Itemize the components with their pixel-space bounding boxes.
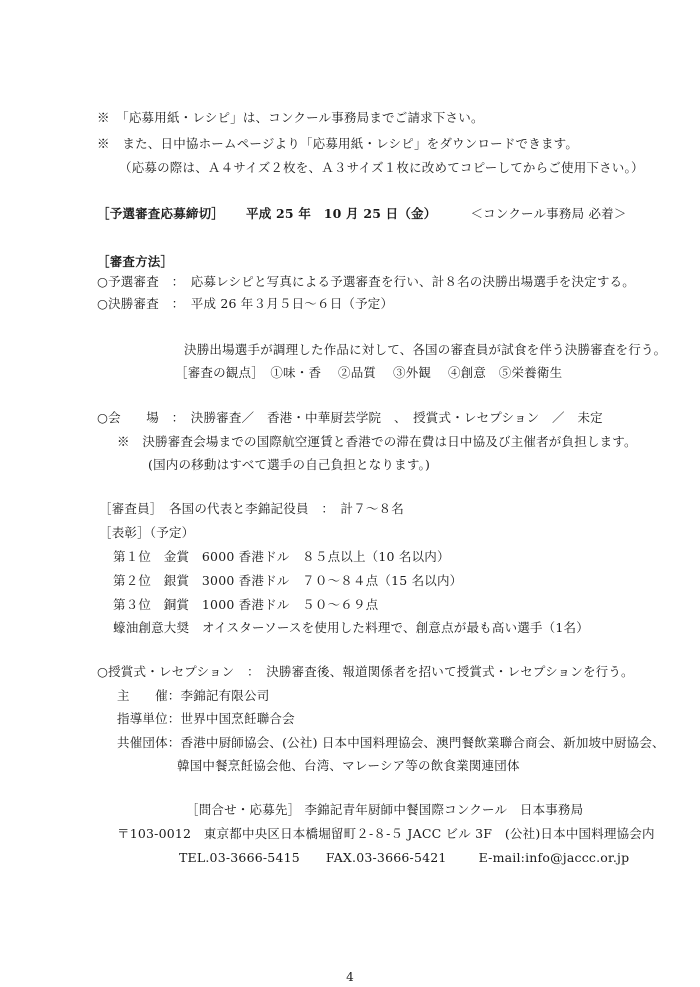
contact-heading: ［問合せ・応募先］ 李錦記青年厨師中餐国際コンクール 日本事務局 xyxy=(186,802,584,817)
contact-tel: TEL.03-3666-5415 xyxy=(179,850,300,865)
deadline-date: 平成 25 年 10 月 25 日（金） xyxy=(246,206,437,221)
review-criteria: ［審査の観点］ ①味・香 ②品質 ③外観 ④創意 ⑤栄養衛生 xyxy=(175,365,563,380)
contact-address: 〒103-0012 東京都中央区日本橋堀留町２‐８‐５ JACC ビル 3F (公社)日本中国料理協会内 xyxy=(117,826,655,841)
review-final: ○決勝審査 ： 平成 26 年３月５日〜６日（予定） xyxy=(97,296,394,311)
review-final-desc: 決勝出場選手が調理した作品に対して、各国の審査員が試食を伴う決勝審査を行う。 xyxy=(184,342,667,357)
contact-fax: FAX.03-3666-5421 xyxy=(325,850,447,865)
awards-heading: ［表彰］（予定） xyxy=(99,525,195,540)
ceremony-guidance: 指導単位：世界中国烹飪聯合会 xyxy=(117,711,295,726)
deadline-note: ＜コンクール事務局 必着＞ xyxy=(470,206,627,221)
judges-line: ［審査員］ 各国の代表と李錦記役員 ： 計７〜８名 xyxy=(99,501,405,516)
award-special: 蠔油創意大奨 オイスターソースを使用した料理で、創意点が最も高い選手（1名） xyxy=(113,620,589,635)
review-heading: ［審査方法］ xyxy=(97,254,174,269)
venue-line: ○会 場 ： 決勝審査／ 香港・中華厨芸学院 、 授賞式・レセプション ／ 未定 xyxy=(97,410,603,425)
award-second: 第２位 銀賞 3000 香港ドル ７０〜８４点（15 名以内） xyxy=(113,573,463,588)
venue-note-domestic: (国内の移動はすべて選手の自己負担となります。) xyxy=(148,457,431,472)
ceremony-line: ○授賞式・レセプション ： 決勝審査後、報道関係者を招いて授賞式・レセプションを行う。 xyxy=(97,664,634,679)
award-first: 第１位 金賞 6000 香港ドル ８５点以上（10 名以内） xyxy=(113,549,450,564)
ceremony-cohost: 共催団体：香港中厨師協会、(公社) 日本中国料理協会、澳門餐飲業聯合商会、新加坡中厨協会、 xyxy=(117,735,665,750)
deadline-label: ［予選審査応募締切］ xyxy=(97,206,225,221)
ceremony-cohost-cont: 韓国中餐烹飪協会他、台湾、マレーシア等の飲食業関連団体 xyxy=(177,758,520,773)
deadline-line xyxy=(97,206,627,222)
note-request: ※ 「応募用紙・レシピ」は、コンクール事務局までご請求下さい。 xyxy=(97,110,484,125)
contact-numbers xyxy=(179,850,629,866)
contact-email[interactable]: E-mail:info@jaccc.or.jp xyxy=(478,850,630,865)
ceremony-host: 主 催：李錦記有限公司 xyxy=(117,688,270,703)
note-a4-copy: （応募の際は、Ａ４サイズ２枚を、Ａ３サイズ１枚に改めてコピーしてからご使用下さい。） xyxy=(119,160,644,175)
award-third: 第３位 銅賞 1000 香港ドル ５０〜６９点 xyxy=(113,597,379,612)
page-number: 4 xyxy=(346,970,354,984)
venue-note-travel: ※ 決勝審査会場までの国際航空運賃と香港での滞在費は日中協及び主催者が負担します。 xyxy=(117,434,637,449)
note-download: ※ また、日中協ホームページより「応募用紙・レシピ」をダウンロードできます。 xyxy=(97,136,579,151)
review-prelim: ○予選審査 ： 応募レシピと写真による予選審査を行い、計８名の決勝出場選手を決定する。 xyxy=(97,274,635,289)
